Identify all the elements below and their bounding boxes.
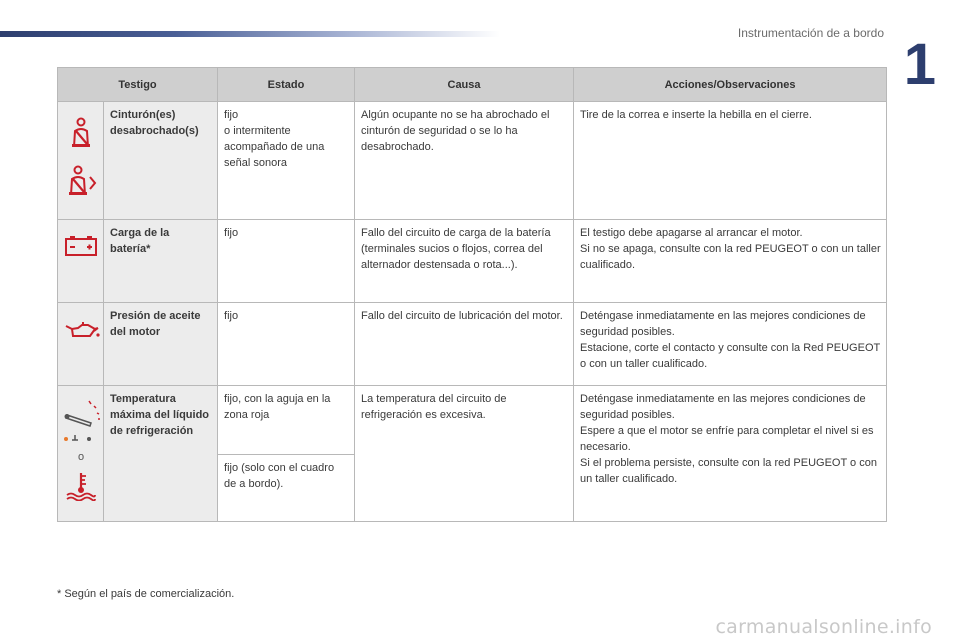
- row-name-oil: Presión de aceite del motor: [104, 303, 218, 386]
- table-row: [58, 220, 887, 303]
- table-row: [58, 386, 887, 455]
- row-name-battery: Carga de la batería*: [104, 220, 218, 303]
- coolant-temperature-warning-icon: [65, 471, 97, 501]
- row-action-coolant: Deténgase inmediatamente en las mejores condiciones de seguridad posibles. Espere a que el motor se enfríe para completar el nivel si es necesario. Si el problema persiste, consulte con la red PEUGEOT o con un taller cualificado.: [574, 386, 887, 522]
- temperature-gauge-icon: [61, 397, 101, 445]
- row-name-seatbelt: Cinturón(es) desabrochado(s): [104, 102, 218, 220]
- chapter-number: 1: [903, 32, 936, 97]
- row-action-battery: El testigo debe apagarse al arrancar el motor. Si no se apaga, consulte con la red PEUGEOT o con un taller cualificado.: [574, 220, 887, 303]
- seatbelt-warning-icon: [67, 117, 95, 151]
- column-header-causa: Causa: [355, 68, 574, 102]
- icon-cell-coolant: [58, 386, 104, 522]
- battery-warning-icon: [64, 235, 98, 257]
- header-gradient-bar: [0, 31, 500, 37]
- row-cause-battery: Fallo del circuito de carga de la batería (terminales sucios o flojos, correa del alternador destensada o rota...).: [355, 220, 574, 303]
- row-state-coolant-light: fijo (solo con el cuadro de a bordo).: [218, 455, 355, 522]
- column-header-testigo: Testigo: [58, 68, 218, 102]
- seatbelt-rear-warning-icon: [64, 165, 98, 199]
- column-header-estado: Estado: [218, 68, 355, 102]
- row-state-seatbelt: fijo o intermitente acompañado de una señal sonora: [218, 102, 355, 220]
- row-cause-coolant: La temperatura del circuito de refrigeración es excesiva.: [355, 386, 574, 522]
- table-row: [58, 303, 887, 386]
- row-cause-oil: Fallo del circuito de lubricación del motor.: [355, 303, 574, 386]
- icon-cell-oil: [58, 303, 104, 386]
- watermark: carmanualsonline.info: [715, 616, 932, 638]
- row-cause-seatbelt: Algún ocupante no se ha abrochado el cinturón de seguridad o se lo ha desabrochado.: [355, 102, 574, 220]
- table-header-row: [58, 68, 887, 102]
- row-state-battery: fijo: [218, 220, 355, 303]
- or-separator: o: [77, 451, 85, 463]
- footnote: * Según el país de comercialización.: [57, 588, 235, 600]
- row-name-coolant: Temperatura máxima del líquido de refrigeración: [104, 386, 218, 522]
- row-action-seatbelt: Tire de la correa e inserte la hebilla en el cierre.: [574, 102, 887, 220]
- oil-pressure-warning-icon: [64, 320, 100, 340]
- row-state-coolant-gauge: fijo, con la aguja en la zona roja: [218, 386, 355, 455]
- icon-cell-battery: [58, 220, 104, 303]
- row-state-oil: fijo: [218, 303, 355, 386]
- table-row: [58, 102, 887, 220]
- column-header-acciones: Acciones/Observaciones: [574, 68, 887, 102]
- row-action-oil: Deténgase inmediatamente en las mejores condiciones de seguridad posibles. Estacione, corte el contacto y consulte con la Red PEUGEOT o con un taller cualificado.: [574, 303, 887, 386]
- icon-cell-seatbelt: [58, 102, 104, 220]
- section-title: Instrumentación de a bordo: [737, 26, 884, 40]
- warning-lights-table: [57, 67, 887, 522]
